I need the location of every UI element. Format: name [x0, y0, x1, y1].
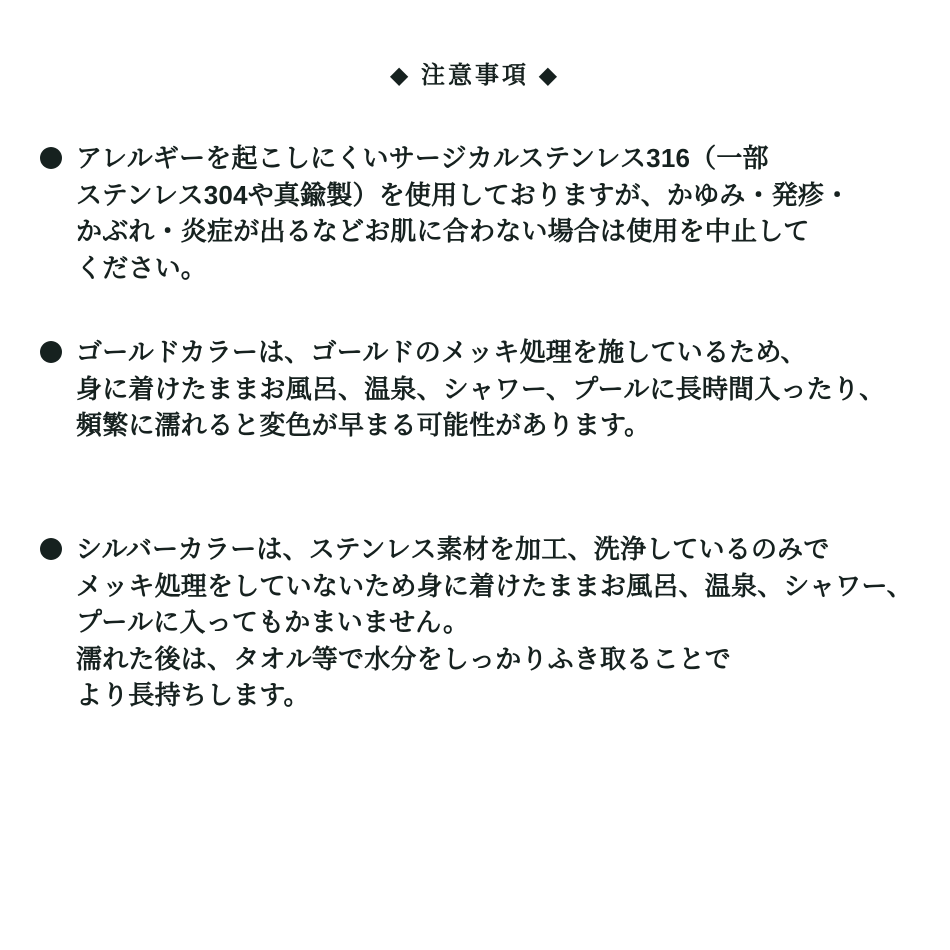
note-line: 濡れた後は、タオル等で水分をしっかりふき取ることで: [76, 643, 732, 674]
note-line: シルバーカラーは、ステンレス素材を加工、洗浄しているのみで: [76, 534, 830, 564]
note-line: ステンレス304や真鍮製）を使用しておりますが、かゆみ・発疹・: [76, 179, 851, 210]
note-item-gold-color: [40, 334, 885, 444]
note-line: より長持ちします。: [76, 680, 310, 710]
note-line: 頻繁に濡れると変色が早まる可能性があります。: [76, 410, 651, 440]
note-text: [76, 334, 885, 444]
bullet-circle-icon: [40, 341, 62, 363]
note-item-silver-color: [40, 531, 913, 714]
note-line: ください。: [76, 252, 208, 283]
page-title: ◆ 注意事項 ◆: [389, 62, 561, 89]
bullet-circle-icon: [40, 538, 62, 560]
bullet-circle-icon: [40, 147, 62, 169]
note-text: [76, 531, 913, 714]
note-line: メッキ処理をしていないため身に着けたままお風呂、温泉、シャワー、: [76, 570, 913, 601]
note-line: かぶれ・炎症が出るなどお肌に合わない場合は使用を中止して: [76, 216, 810, 246]
note-text: [76, 140, 850, 286]
note-line: ゴールドカラーは、ゴールドのメッキ処理を施しているため、: [76, 337, 807, 367]
note-item-allergy: [40, 140, 850, 286]
note-line: 身に着けたままお風呂、温泉、シャワー、プールに長時間入ったり、: [76, 373, 886, 404]
note-line: プールに入ってもかまいません。: [76, 607, 470, 637]
note-line: アレルギーを起こしにくいサージカルステンレス316（一部: [76, 143, 769, 173]
